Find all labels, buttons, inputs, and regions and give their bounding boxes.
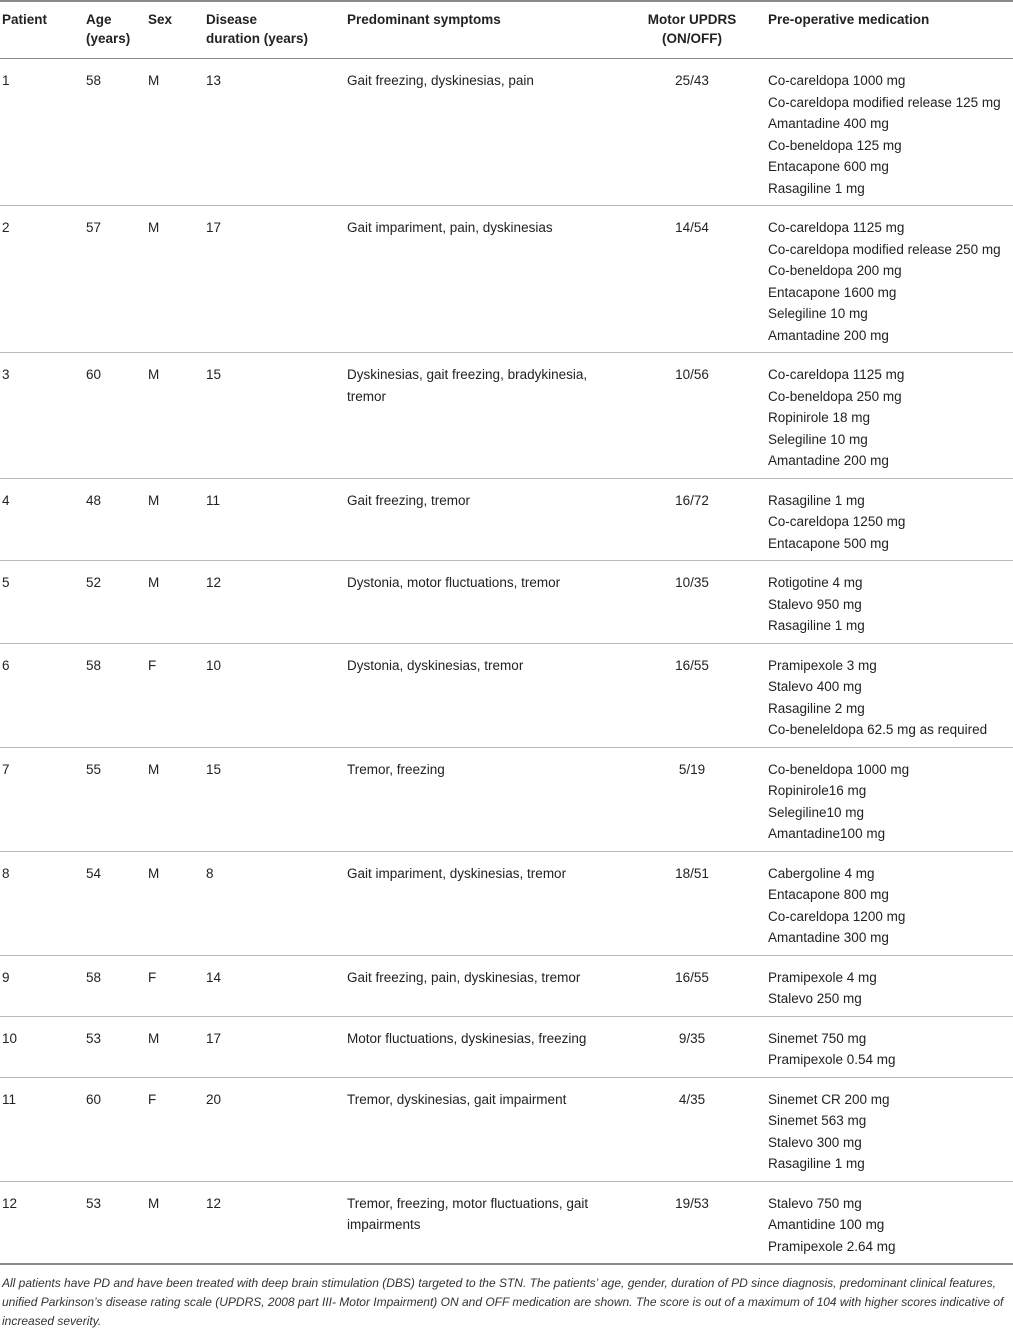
cell-motor-updrs: 19/53 bbox=[616, 1181, 768, 1264]
table-header-row bbox=[0, 1, 1013, 59]
cell-symptoms: Dystonia, dyskinesias, tremor bbox=[347, 643, 616, 747]
cell-patient: 3 bbox=[0, 353, 86, 479]
medication-item: Co-careldopa 1200 mg bbox=[768, 908, 906, 924]
cell-symptoms: Dyskinesias, gait freezing, bradykinesia, tremor bbox=[347, 353, 616, 479]
medication-item: Rasagiline 1 mg bbox=[768, 492, 865, 508]
cell-medication bbox=[768, 1077, 1013, 1181]
cell-age: 48 bbox=[86, 478, 148, 561]
medication-item: Entacapone 600 mg bbox=[768, 159, 889, 174]
cell-sex: M bbox=[148, 206, 206, 353]
cell-sex: F bbox=[148, 1077, 206, 1181]
medication-item: Entacapone 1600 mg bbox=[768, 284, 897, 300]
table-row bbox=[0, 643, 1013, 747]
cell-medication bbox=[768, 561, 1013, 644]
cell-motor-updrs: 10/56 bbox=[616, 353, 768, 479]
cell-patient: 5 bbox=[0, 561, 86, 644]
cell-disease-duration: 17 bbox=[206, 1016, 347, 1077]
table-row bbox=[0, 353, 1013, 479]
medication-item: Pramipexole 3 mg bbox=[768, 657, 877, 673]
cell-symptoms: Gait freezing, tremor bbox=[347, 478, 616, 561]
cell-motor-updrs: 25/43 bbox=[616, 59, 768, 206]
cell-symptoms: Motor fluctuations, dyskinesias, freezing bbox=[347, 1016, 616, 1077]
cell-medication bbox=[768, 478, 1013, 561]
medication-item: Selegiline 10 mg bbox=[768, 431, 868, 447]
cell-sex: M bbox=[148, 353, 206, 479]
cell-age: 58 bbox=[86, 643, 148, 747]
cell-symptoms: Tremor, freezing, motor fluctuations, gait impairments bbox=[347, 1181, 616, 1264]
medication-item: Amantadine 400 mg bbox=[768, 116, 889, 131]
cell-medication bbox=[768, 643, 1013, 747]
cell-sex: M bbox=[148, 851, 206, 955]
cell-disease-duration: 20 bbox=[206, 1077, 347, 1181]
cell-disease-duration: 14 bbox=[206, 955, 347, 1016]
cell-motor-updrs: 16/72 bbox=[616, 478, 768, 561]
header-disease-duration: Disease duration (years) bbox=[206, 1, 347, 59]
medication-item: Pramipexole 4 mg bbox=[768, 969, 877, 985]
header-age: Age (years) bbox=[86, 1, 148, 59]
cell-symptoms: Gait freezing, pain, dyskinesias, tremor bbox=[347, 955, 616, 1016]
cell-motor-updrs: 18/51 bbox=[616, 851, 768, 955]
medication-item: Amantadine 200 mg bbox=[768, 327, 889, 343]
medication-item: Co-beneldopa 200 mg bbox=[768, 263, 902, 278]
cell-sex: F bbox=[148, 955, 206, 1016]
table-row bbox=[0, 851, 1013, 955]
cell-age: 53 bbox=[86, 1181, 148, 1264]
table-row bbox=[0, 206, 1013, 353]
cell-sex: M bbox=[148, 59, 206, 206]
cell-medication bbox=[768, 747, 1013, 851]
medication-item: Co-careldopa modified release 125 mg bbox=[768, 94, 1001, 110]
cell-age: 60 bbox=[86, 1077, 148, 1181]
medication-item: Ropinirole16 mg bbox=[768, 783, 867, 798]
medication-item: Co-careldopa modified release 250 mg bbox=[768, 241, 1001, 257]
medication-item: Pramipexole 0.54 mg bbox=[768, 1052, 896, 1067]
table-row bbox=[0, 1016, 1013, 1077]
medication-item: Selegiline10 mg bbox=[768, 804, 865, 820]
cell-patient: 9 bbox=[0, 955, 86, 1016]
medication-item: Co-beneldopa 125 mg bbox=[768, 137, 902, 153]
table-row bbox=[0, 478, 1013, 561]
cell-motor-updrs: 14/54 bbox=[616, 206, 768, 353]
cell-medication bbox=[768, 353, 1013, 479]
cell-disease-duration: 15 bbox=[206, 747, 347, 851]
medication-item: Stalevo 400 mg bbox=[768, 679, 862, 694]
cell-motor-updrs: 10/35 bbox=[616, 561, 768, 644]
medication-item: Co-careldopa 1000 mg bbox=[768, 73, 906, 88]
cell-patient: 12 bbox=[0, 1181, 86, 1264]
cell-motor-updrs: 4/35 bbox=[616, 1077, 768, 1181]
cell-age: 52 bbox=[86, 561, 148, 644]
medication-item: Co-careldopa 1125 mg bbox=[768, 220, 905, 235]
cell-medication bbox=[768, 1181, 1013, 1264]
medication-item: Sinemet 750 mg bbox=[768, 1030, 867, 1046]
medication-item: Stalevo 750 mg bbox=[768, 1195, 862, 1211]
medication-item: Ropinirole 18 mg bbox=[768, 410, 871, 425]
cell-medication bbox=[768, 59, 1013, 206]
cell-symptoms: Gait impariment, pain, dyskinesias bbox=[347, 206, 616, 353]
cell-disease-duration: 12 bbox=[206, 561, 347, 644]
cell-disease-duration: 17 bbox=[206, 206, 347, 353]
cell-medication bbox=[768, 1016, 1013, 1077]
cell-patient: 6 bbox=[0, 643, 86, 747]
table-row bbox=[0, 561, 1013, 644]
cell-medication bbox=[768, 955, 1013, 1016]
cell-patient: 8 bbox=[0, 851, 86, 955]
cell-sex: M bbox=[148, 747, 206, 851]
medication-item: Rasagiline 1 mg bbox=[768, 1156, 865, 1171]
medication-item: Co-careldopa 1125 mg bbox=[768, 367, 905, 382]
medication-item: Stalevo 950 mg bbox=[768, 596, 862, 612]
cell-disease-duration: 8 bbox=[206, 851, 347, 955]
medication-item: Amantadine 200 mg bbox=[768, 453, 889, 468]
cell-sex: F bbox=[148, 643, 206, 747]
medication-item: Stalevo 250 mg bbox=[768, 991, 862, 1006]
medication-item: Rasagiline 1 mg bbox=[768, 180, 865, 196]
cell-age: 55 bbox=[86, 747, 148, 851]
medication-item: Cabergoline 4 mg bbox=[768, 865, 875, 881]
table-row bbox=[0, 1077, 1013, 1181]
table-row bbox=[0, 955, 1013, 1016]
cell-patient: 4 bbox=[0, 478, 86, 561]
medication-item: Pramipexole 2.64 mg bbox=[768, 1238, 896, 1254]
cell-age: 57 bbox=[86, 206, 148, 353]
cell-age: 58 bbox=[86, 955, 148, 1016]
medication-item: Co-careldopa 1250 mg bbox=[768, 514, 906, 529]
cell-symptoms: Gait impariment, dyskinesias, tremor bbox=[347, 851, 616, 955]
cell-sex: M bbox=[148, 1016, 206, 1077]
medication-item: Amantadine 300 mg bbox=[768, 930, 889, 945]
table-footnote: All patients have PD and have been treated with deep brain stimulation (DBS) targeted to the STN. The patients’ age, gender, duration of PD since diagnosis, predominant clinical features, unified Parkinson’s disease rating scale (UPDRS, 2008 part III- Motor Impairment) ON and OFF medication are shown. The score is out of a maximum of 104 with higher scores indicative of increased severity. bbox=[2, 1276, 1004, 1328]
cell-patient: 2 bbox=[0, 206, 86, 353]
cell-age: 60 bbox=[86, 353, 148, 479]
cell-disease-duration: 15 bbox=[206, 353, 347, 479]
table-row bbox=[0, 59, 1013, 206]
header-symptoms: Predominant symptoms bbox=[347, 1, 616, 59]
medication-item: Rasagiline 2 mg bbox=[768, 700, 865, 716]
table-row bbox=[0, 747, 1013, 851]
cell-motor-updrs: 16/55 bbox=[616, 955, 768, 1016]
medication-item: Entacapone 800 mg bbox=[768, 887, 889, 902]
cell-disease-duration: 13 bbox=[206, 59, 347, 206]
cell-medication bbox=[768, 851, 1013, 955]
medication-item: Co-beneldopa 1000 mg bbox=[768, 761, 910, 777]
cell-disease-duration: 12 bbox=[206, 1181, 347, 1264]
header-sex: Sex bbox=[148, 1, 206, 59]
cell-age: 58 bbox=[86, 59, 148, 206]
cell-motor-updrs: 9/35 bbox=[616, 1016, 768, 1077]
cell-medication bbox=[768, 206, 1013, 353]
cell-symptoms: Tremor, dyskinesias, gait impairment bbox=[347, 1077, 616, 1181]
medication-item: Rasagiline 1 mg bbox=[768, 618, 865, 633]
cell-symptoms: Gait freezing, dyskinesias, pain bbox=[347, 59, 616, 206]
header-motor-updrs: Motor UPDRS (ON/OFF) bbox=[616, 1, 768, 59]
medication-item: Amantidine 100 mg bbox=[768, 1217, 885, 1232]
medication-item: Sinemet CR 200 mg bbox=[768, 1091, 890, 1107]
header-patient: Patient bbox=[0, 1, 86, 59]
medication-item: Selegiline 10 mg bbox=[768, 306, 868, 321]
cell-symptoms: Tremor, freezing bbox=[347, 747, 616, 851]
medication-item: Rotigotine 4 mg bbox=[768, 575, 863, 590]
table-row bbox=[0, 1181, 1013, 1264]
medication-item: Sinemet 563 mg bbox=[768, 1113, 867, 1128]
header-medication: Pre-operative medication bbox=[768, 1, 1013, 59]
cell-symptoms: Dystonia, motor fluctuations, tremor bbox=[347, 561, 616, 644]
cell-age: 54 bbox=[86, 851, 148, 955]
cell-motor-updrs: 5/19 bbox=[616, 747, 768, 851]
cell-patient: 1 bbox=[0, 59, 86, 206]
medication-item: Co-beneldopa 250 mg bbox=[768, 388, 902, 404]
cell-patient: 7 bbox=[0, 747, 86, 851]
cell-disease-duration: 10 bbox=[206, 643, 347, 747]
medication-item: Entacapone 500 mg bbox=[768, 535, 889, 551]
cell-disease-duration: 11 bbox=[206, 478, 347, 561]
cell-age: 53 bbox=[86, 1016, 148, 1077]
cell-motor-updrs: 16/55 bbox=[616, 643, 768, 747]
cell-patient: 11 bbox=[0, 1077, 86, 1181]
cell-sex: M bbox=[148, 1181, 206, 1264]
medication-item: Amantadine100 mg bbox=[768, 826, 886, 841]
medication-item: Co-beneleldopa 62.5 mg as required bbox=[768, 722, 988, 737]
cell-patient: 10 bbox=[0, 1016, 86, 1077]
cell-sex: M bbox=[148, 561, 206, 644]
medication-item: Stalevo 300 mg bbox=[768, 1134, 862, 1150]
cell-sex: M bbox=[148, 478, 206, 561]
